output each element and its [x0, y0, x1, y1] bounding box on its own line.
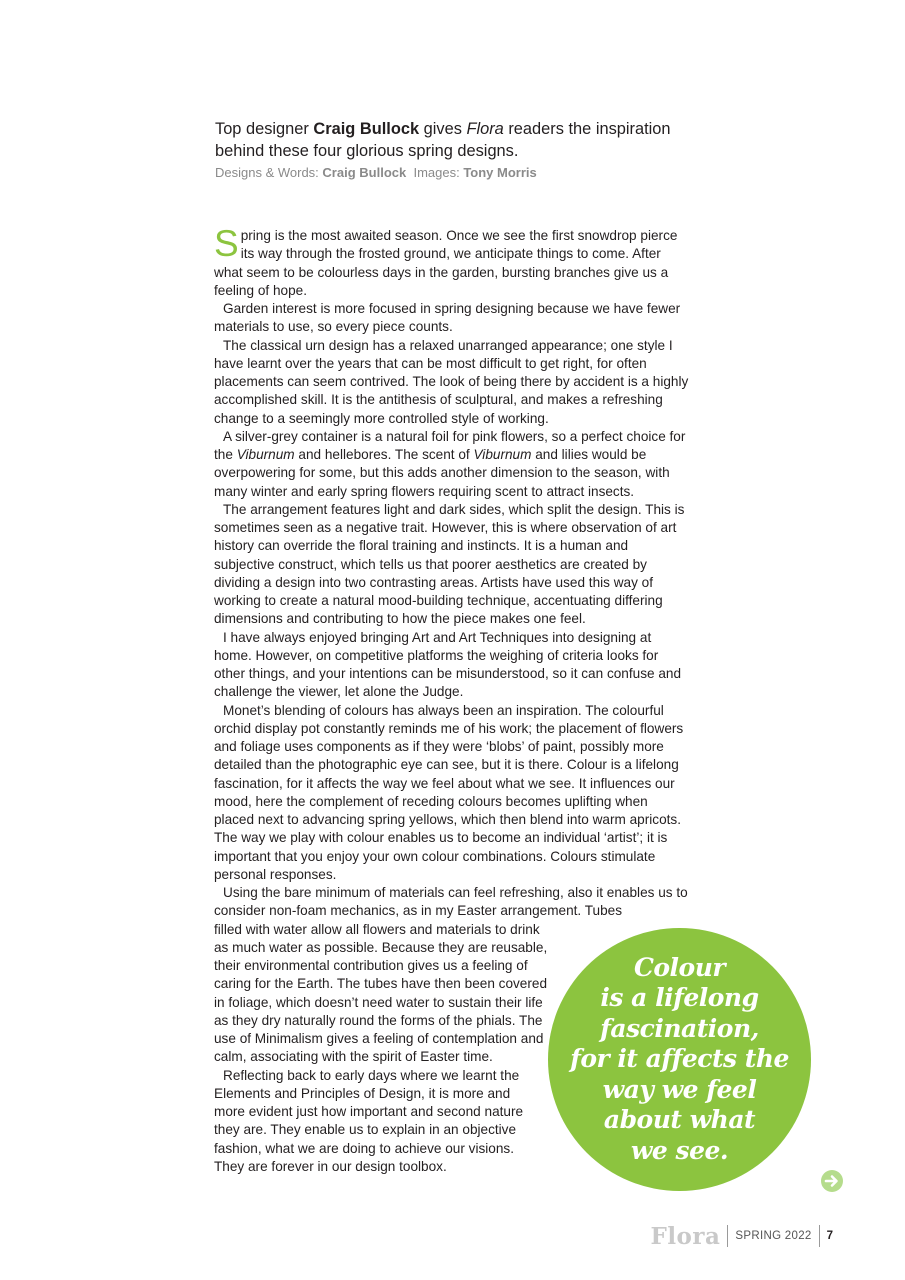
paragraph-5: The arrangement features light and dark sides, which split the design. This is sometimes seen as a negative trait. However, this is where observation of art history can override the floral training and instincts. It is a human and subjective construct, which tells us that poorer aesthetics are created by dividing a design into two contrasting areas. Artists have used this way of working to create a natural mood-building technique, accentuating differing dimensions and contributing to how the piece makes one feel. — [214, 501, 685, 627]
footer-divider — [727, 1225, 728, 1247]
paragraph-9: Reflecting back to early days where we learnt the Elements and Principles of Design, it is more and more evident just how important and second nature they are. They enable us to explain in an objective fashion, what we are doing to achieve our visions. They are forever in our design toolbox. — [214, 1067, 524, 1174]
paragraph-3: The classical urn design has a relaxed unarranged appearance; one style I have learnt over the years that can be most difficult to get right, for often placements can seem contrived. The look of being there by accident is a highly accomplished skill. It is the antithesis of sculptural, and makes a refreshing change to a seemingly more controlled style of working. — [214, 337, 689, 426]
pull-quote-circle — [548, 928, 811, 1191]
paragraph-1: Spring is the most awaited season. Once we see the first snowdrop pierce its way through the frosted ground, we anticipate things to come. After what seem to be colourless days in the garden, bursting branches give us a feeling of hope. — [214, 223, 678, 298]
footer-divider — [819, 1225, 820, 1247]
issue-label: SPRING 2022 — [735, 1230, 812, 1242]
designs-credit: Craig Bullock — [322, 165, 407, 180]
paragraph-8b: filled with water allow all flowers and materials to drink as much water as possible. Because they are reusable, their environmental contribution gives us a feeling of caring for the Earth. The tubes have then been covered in foliage, which doesn’t need water to sustain their life as they dry naturally round the forms of the phials. The use of Minimalism gives a feeling of contemplation and calm, associating with the spirit of Easter time. — [214, 921, 548, 1065]
pull-quote: Colour is a lifelong fascination, for it affects the way we feel about what we see. — [570, 952, 789, 1165]
standfirst: Top designer Craig Bullock gives Flora readers the inspiration behind these four glorious spring designs. — [215, 120, 671, 160]
paragraph-4: A silver-grey container is a natural foil for pink flowers, so a perfect choice for the Viburnum and hellebores. The scent of Viburnum and lilies would be overpowering for some, but this adds another dimension to the season, with many winter and early spring flowers requiring scent to attract insects. — [214, 428, 686, 499]
page-number: 7 — [826, 1230, 833, 1242]
magazine-name: Flora — [466, 120, 504, 138]
drop-cap: S — [214, 223, 239, 264]
paragraph-7: Monet’s blending of colours has always been an inspiration. The colourful orchid display pot constantly reminds me of his work; the placement of flowers and foliage uses components as if they were ‘blobs’ of paint, possibly more detailed than the photographic eye can see, but it is there. Colour is a lifelong fascination, for it affects the way we feel about what we see. It influences our mood, here the complement of receding colours becomes uplifting when placed next to advancing spring yellows, which then blend into warm apricots. The way we play with colour enables us to become an individual ‘artist’; it is important that you enjoy your own colour combinations. Colours stimulate personal responses. — [214, 702, 684, 882]
paragraph-2: Garden interest is more focused in spring designing because we have fewer materials to use, so every piece counts. — [214, 301, 681, 335]
paragraph-6: I have always enjoyed bringing Art and Art Techniques into designing at home. However, on competitive platforms the weighing of criteria looks for other things, and your intentions can be misunderstood, so it can confuse and challenge the viewer, let alone the Judge. — [214, 629, 682, 700]
arrow-right-circle-icon[interactable] — [821, 1170, 843, 1192]
paragraph-8a: Using the bare minimum of materials can feel refreshing, also it enables us to consider non-foam mechanics, as in my Easter arrangement. Tubes — [214, 885, 688, 919]
flora-logo: Flora — [650, 1222, 721, 1250]
designs-label: Designs & Words: — [215, 165, 323, 180]
images-credit: Tony Morris — [463, 165, 537, 180]
designer-name: Craig Bullock — [313, 120, 420, 138]
credits-line — [215, 164, 685, 182]
page-footer — [650, 1221, 833, 1251]
images-label: Images: — [413, 165, 464, 180]
